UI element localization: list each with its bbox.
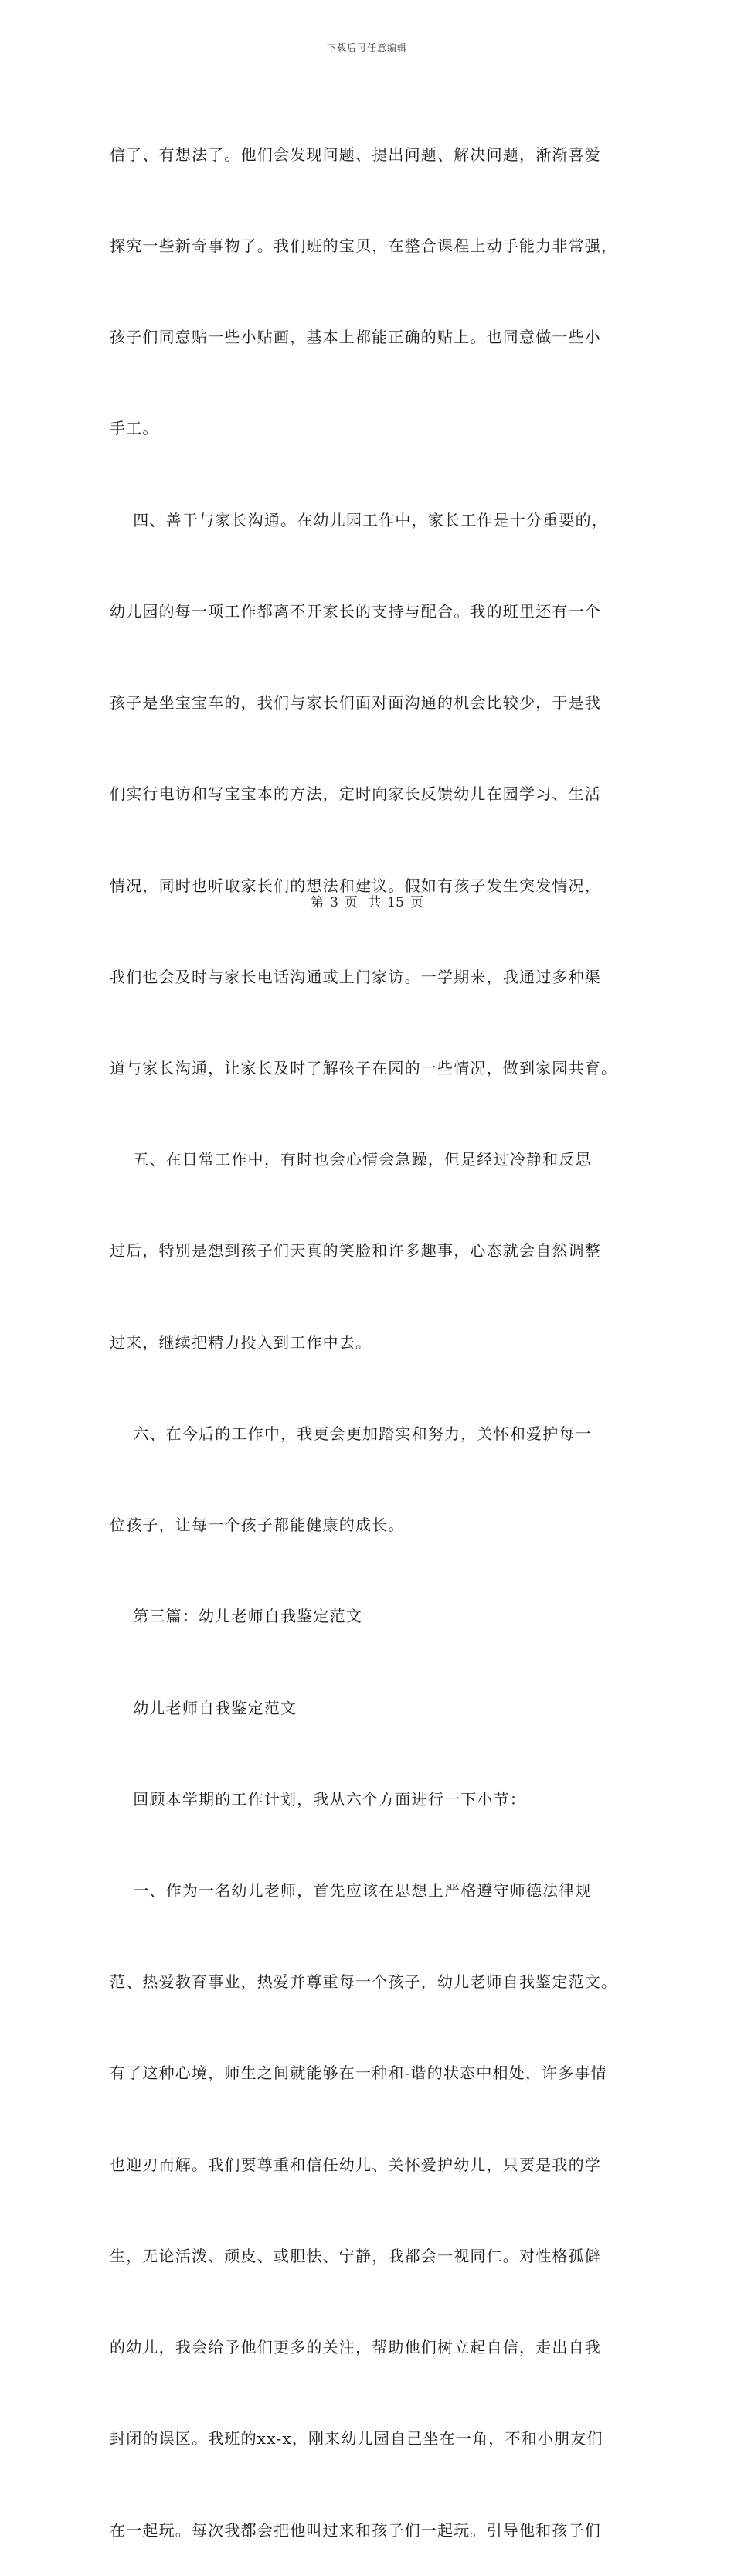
text-line: 道与家长沟通，让家长及时了解孩子在园的一些情况，做到家园共育。 (110, 1059, 618, 1077)
text-line: 也迎刃而解。我们要尊重和信任幼儿、关怀爱护幼儿，只要是我的学 (110, 2155, 601, 2174)
page-header-note: 下载后可任意编辑 (326, 43, 407, 53)
text-line: 幼儿园的每一项工作都离不开家长的支持与配合。我的班里还有一个 (110, 601, 601, 621)
page-footer (0, 891, 734, 910)
text-line: 们实行电访和写宝宝本的方法，定时向家长反馈幼儿在园学习、生活 (110, 784, 601, 804)
text-line: 五、在日常工作中，有时也会心情会急躁，但是经过冷静和反思 (110, 1150, 592, 1169)
text-line: 位孩子，让每一个孩子都能健康的成长。 (110, 1516, 405, 1535)
text-line: 回顾本学期的工作计划，我从六个方面进行一下小节： (110, 1789, 527, 1809)
page-number-current: 3 (330, 895, 338, 910)
page-label-prefix: 第 (311, 895, 325, 910)
text-line: 四、善于与家长沟通。在幼儿园工作中，家长工作是十分重要的， (110, 510, 609, 529)
document-body (110, 79, 624, 2576)
text-line: 情况，同时也听取家长们的想法和建议。假如有孩子发生突发情况， (110, 876, 601, 895)
page-label-suffix: 页 (409, 895, 423, 910)
text-line: 在一起玩。每次我都会把他叫过来和孩子们一起玩。引导他和孩子们 (110, 2520, 601, 2540)
text-line: 我们也会及时与家长电话沟通或上门家访。一学期来，我通过多种渠 (110, 967, 601, 986)
page-number-total: 15 (387, 895, 404, 910)
text-line: 生，无论活泼、顽皮、或胆怯、宁静，我都会一视同仁。对性格孤僻 (110, 2246, 601, 2265)
text-line: 的幼儿，我会给予他们更多的关注，帮助他们树立起自信，走出自我 (110, 2338, 601, 2357)
text-line: 封闭的误区。我班的xx-x，刚来幼儿园自己坐在一角，不和小朋友们 (110, 2429, 603, 2448)
text-line: 有了这种心境，师生之间就能够在一种和-谐的状态中相处，许多事情 (110, 2064, 607, 2083)
text-line: 探究一些新奇事物了。我们班的宝贝，在整合课程上动手能力非常强， (110, 237, 618, 256)
text-line: 孩子们同意贴一些小贴画，基本上都能正确的贴上。也同意做一些小 (110, 328, 601, 347)
text-line: 过来，继续把精力投入到工作中去。 (110, 1332, 372, 1352)
text-line: 六、在今后的工作中，我更会更加踏实和努力，关怀和爱护每一 (110, 1424, 592, 1443)
text-line: 手工。 (110, 419, 159, 438)
text-line: 一、作为一名幼儿老师，首先应该在思想上严格遵守师德法律规 (110, 1880, 592, 1900)
text-line: 过后，特别是想到孩子们天真的笑脸和许多趣事，心态就会自然调整 (110, 1241, 601, 1261)
section-title: 幼儿老师自我鉴定范文 (110, 1698, 297, 1717)
text-line: 孩子是坐宝宝车的，我们与家长们面对面沟通的机会比较少，于是我 (110, 693, 601, 713)
text-line: 范、热爱教育事业，热爱并尊重每一个孩子，幼儿老师自我鉴定范文。 (110, 1972, 618, 1992)
section-heading: 第三篇：幼儿老师自我鉴定范文 (110, 1607, 363, 1626)
text-line: 信了、有想法了。他们会发现问题、提出问题、解决问题，渐渐喜爱 (110, 145, 601, 164)
page-label-mid: 页 共 (344, 895, 382, 910)
